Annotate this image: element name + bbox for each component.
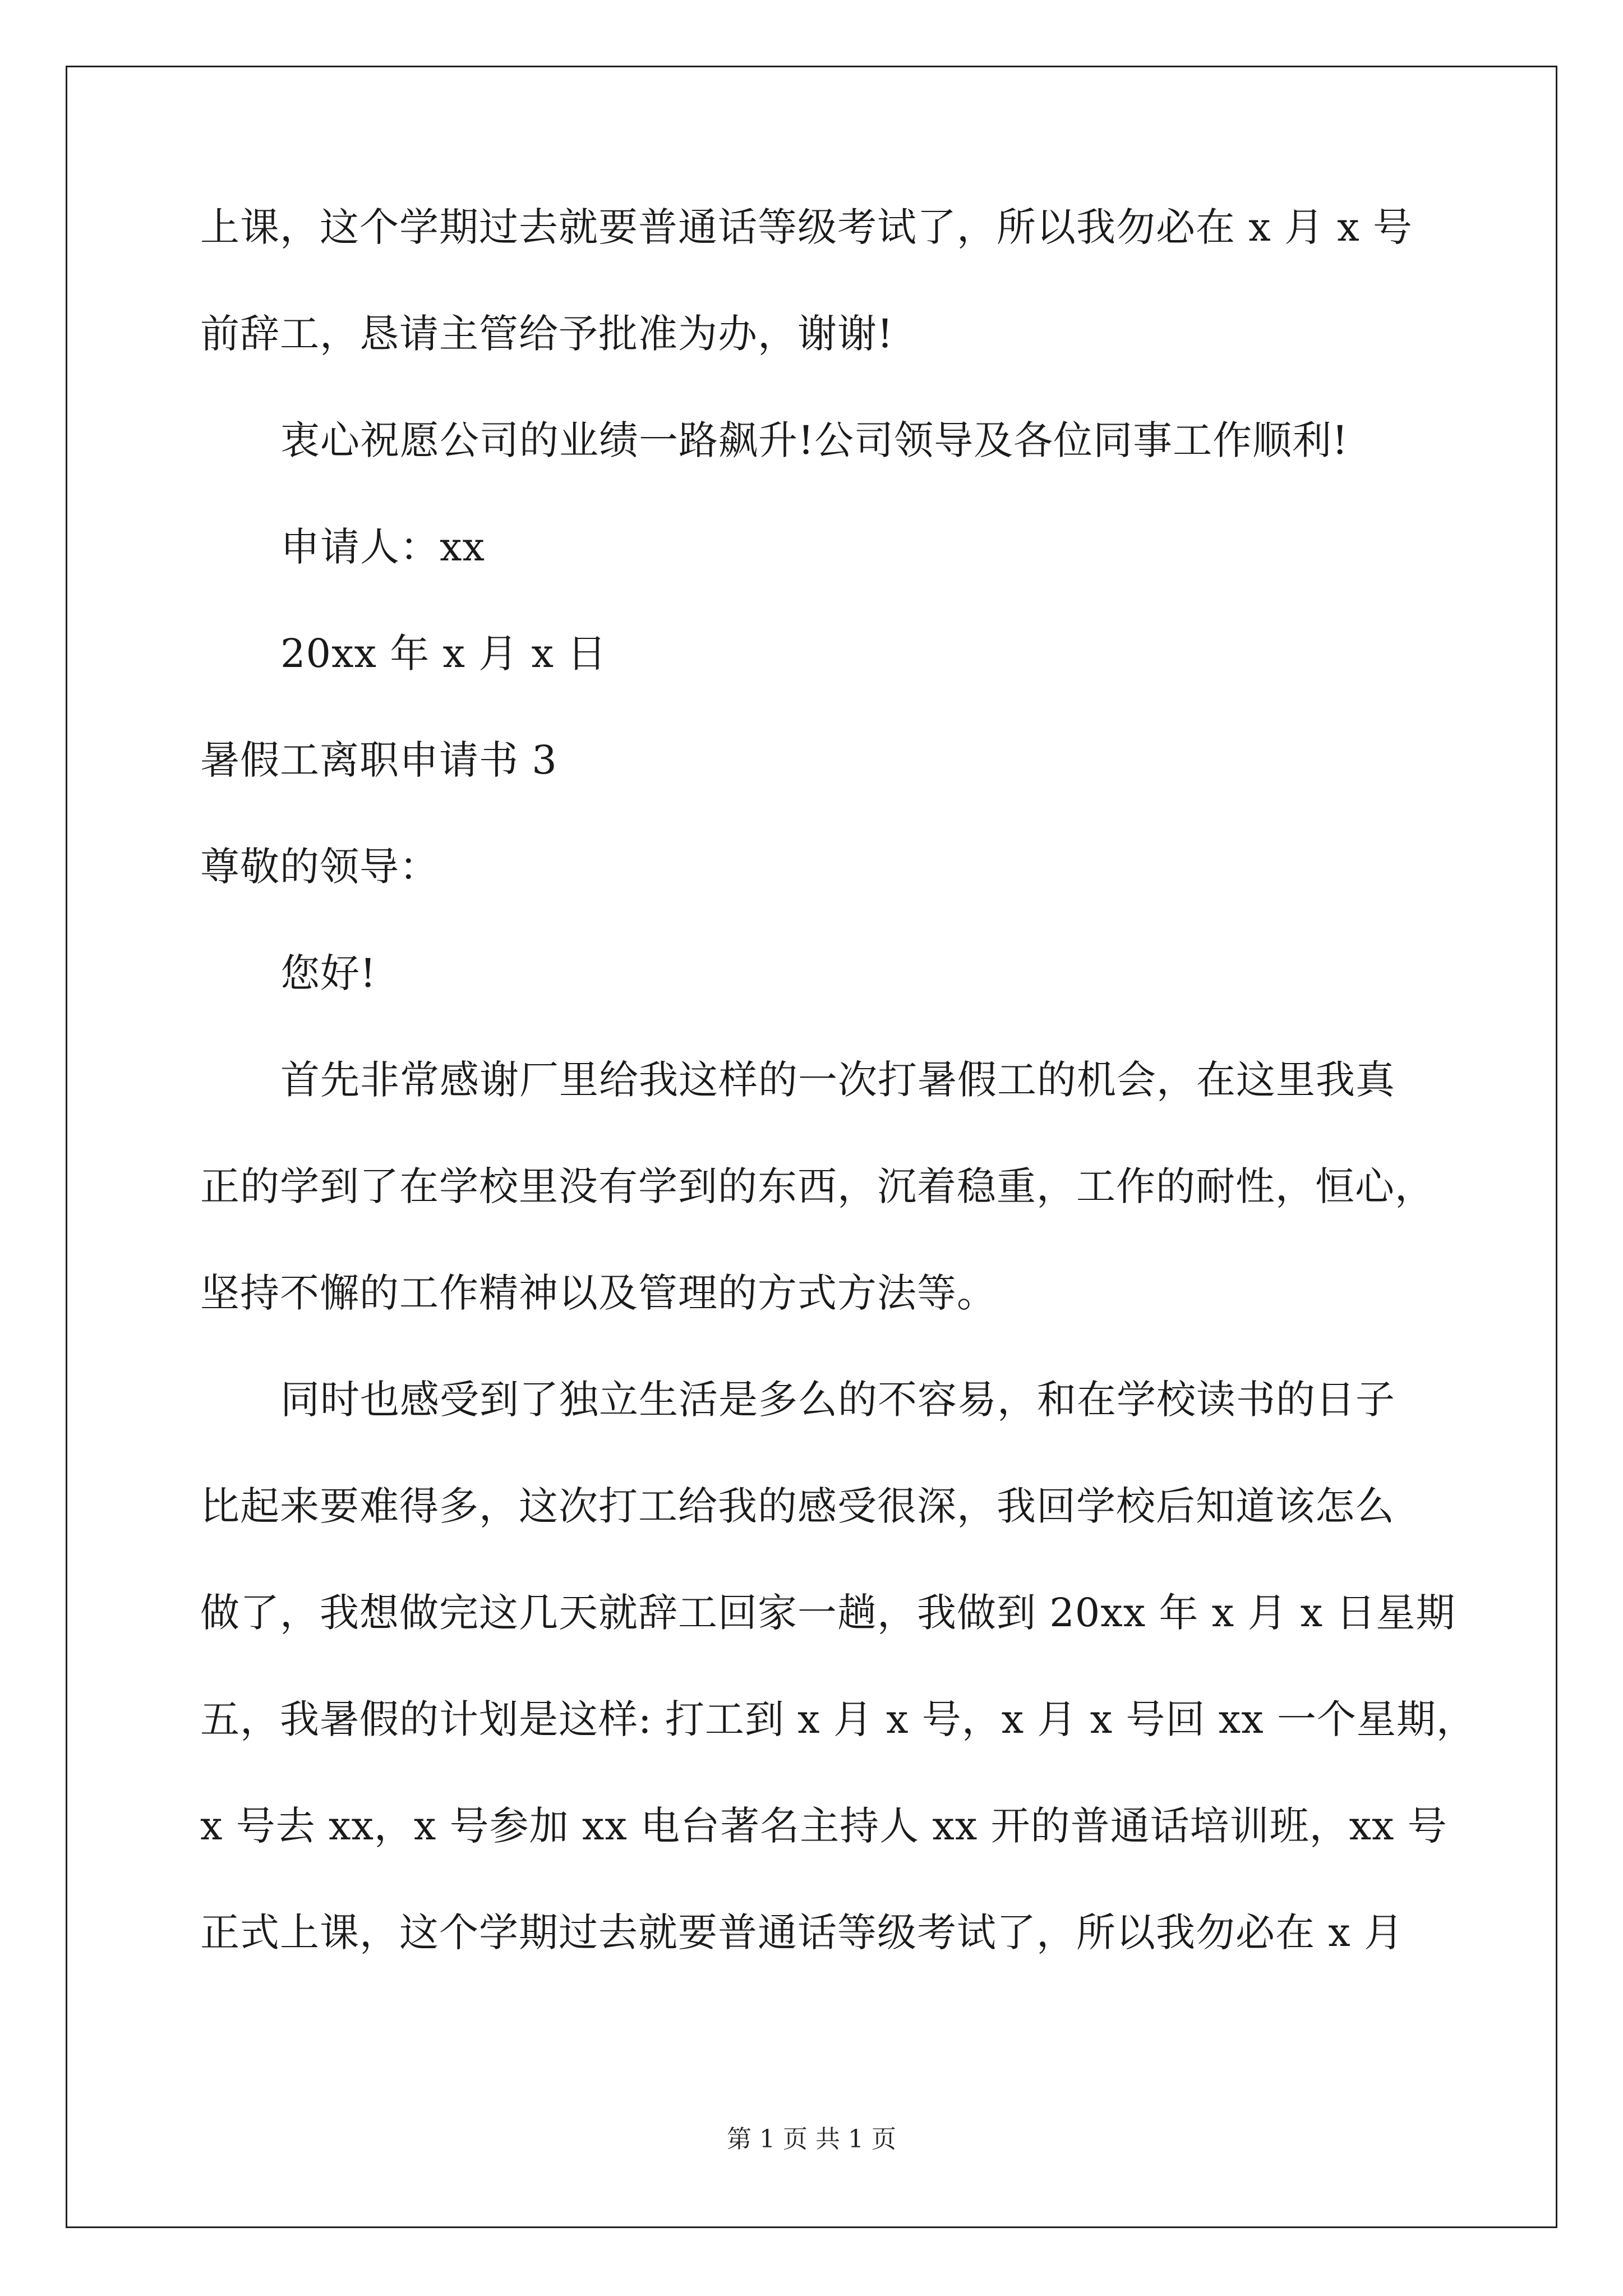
text-line: 前辞工，恳请主管给予批准为办，谢谢!	[200, 311, 894, 357]
date-line: 20xx 年 x 月 x 日	[280, 631, 607, 677]
text-line: 坚持不懈的工作精神以及管理的方式方法等。	[200, 1270, 997, 1316]
text-line: 同时也感受到了独立生活是多么的不容易，和在学校读书的日子	[280, 1377, 1395, 1423]
salutation: 尊敬的领导：	[200, 844, 439, 890]
text-line: 衷心祝愿公司的业绩一路飙升!公司领导及各位同事工作顺利!	[280, 417, 1349, 463]
greeting: 您好!	[280, 950, 377, 996]
text-line: 做了，我想做完这几天就辞工回家一趟，我做到 20xx 年 x 月 x 日星期	[200, 1590, 1456, 1636]
text-line: 上课，这个学期过去就要普通话等级考试了，所以我勿必在 x 月 x 号	[200, 204, 1413, 250]
text-line: x 号去 xx，x 号参加 xx 电台著名主持人 xx 开的普通话培训班，xx 号	[200, 1803, 1447, 1849]
text-line: 正的学到了在学校里没有学到的东西，沉着稳重，工作的耐性，恒心，	[200, 1163, 1435, 1209]
text-line: 首先非常感谢厂里给我这样的一次打暑假工的机会，在这里我真	[280, 1057, 1395, 1103]
section-title: 暑假工离职申请书 3	[200, 737, 557, 783]
applicant-line: 申请人：xx	[280, 524, 485, 570]
page-border	[66, 66, 1557, 2228]
page-footer: 第 1 页 共 1 页	[727, 2125, 896, 2154]
text-line: 五，我暑假的计划是这样: 打工到 x 月 x 号，x 月 x 号回 xx 一个星期，	[200, 1696, 1476, 1742]
text-line: 比起来要难得多，这次打工给我的感受很深，我回学校后知道该怎么	[200, 1483, 1395, 1529]
text-line: 正式上课，这个学期过去就要普通话等级考试了，所以我勿必在 x 月	[200, 1910, 1404, 1955]
